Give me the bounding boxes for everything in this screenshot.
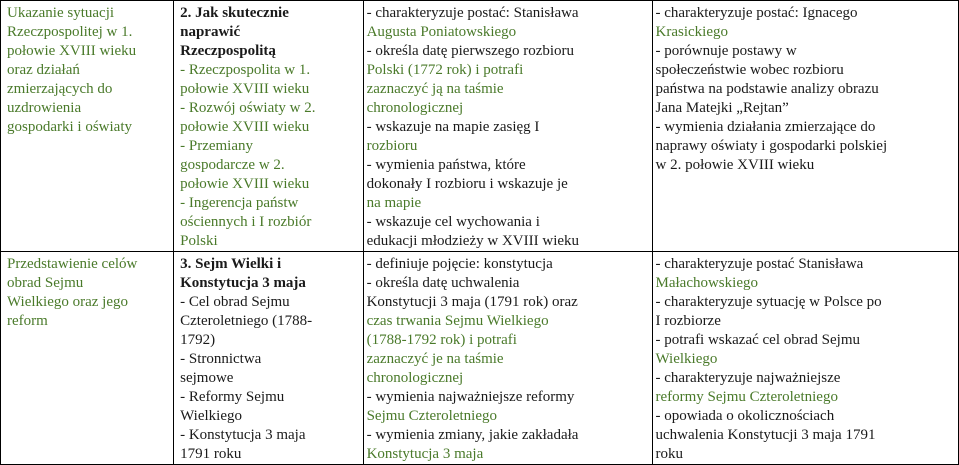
text-line: Małachowskiego bbox=[655, 275, 758, 291]
extended-requirements-cell bbox=[652, 1, 959, 252]
topic-item-line: - Konstytucja 3 maja bbox=[180, 427, 306, 443]
topic-item-line: - Reformy Sejmu bbox=[180, 389, 285, 405]
topic-item-line: Polski bbox=[180, 233, 218, 249]
text-line: połowie XVIII wieku bbox=[7, 43, 137, 59]
text-line: Wielkiego bbox=[655, 351, 718, 367]
text-line: naprawy oświaty i gospodarki polskiej bbox=[655, 138, 888, 154]
text-line: - charakteryzuje postać: Ignacego bbox=[655, 5, 858, 21]
text-line: rozbioru bbox=[366, 138, 418, 154]
text-line: - charakteryzuje postać Stanisława bbox=[655, 256, 864, 272]
text-line: - charakteryzuje postać: Stanisława bbox=[366, 5, 579, 21]
text-line: chronologicznej bbox=[366, 100, 464, 116]
text-line: państwa na podstawie analizy obrazu bbox=[655, 81, 879, 97]
text-line: roku bbox=[655, 446, 683, 462]
topic-item-line: połowie XVIII wieku bbox=[180, 81, 310, 97]
text-line: zaznaczyć je na taśmie bbox=[366, 351, 504, 367]
topic-item-line: połowie XVIII wieku bbox=[180, 119, 310, 135]
topic-heading-line: 2. Jak skutecznie bbox=[180, 5, 289, 21]
topic-item-line: Czteroletniego (1788- bbox=[180, 313, 313, 329]
text-line: Konstytucja 3 maja bbox=[366, 446, 484, 462]
text-line: - wskazuje cel wychowania i bbox=[366, 214, 540, 230]
topic-heading-line: naprawić bbox=[180, 24, 241, 40]
topic-item-line: - Rozwój oświaty w 2. bbox=[180, 100, 316, 116]
requirement-cell bbox=[1, 1, 174, 252]
text-line: w 2. połowie XVIII wieku bbox=[655, 157, 815, 173]
table-row bbox=[1, 1, 959, 252]
table-row bbox=[1, 252, 959, 465]
topic-item-line: sejmowe bbox=[180, 370, 234, 386]
topic-item-line: połowie XVIII wieku bbox=[180, 176, 310, 192]
text-line: Ukazanie sytuacji bbox=[7, 5, 115, 21]
topic-item-line: - Rzeczpospolita w 1. bbox=[180, 62, 311, 78]
topic-heading-line: Konstytucja 3 maja bbox=[180, 275, 306, 291]
topic-item-line: 1791 roku bbox=[180, 446, 242, 462]
topic-item-line: - Stronnictwa bbox=[180, 351, 262, 367]
text-line: Konstytucji 3 maja (1791 rok) oraz bbox=[366, 294, 578, 310]
text-line: - porównuje postawy w bbox=[655, 43, 797, 59]
topic-heading-line: Rzeczpospolitą bbox=[180, 43, 276, 59]
text-line: reformy Sejmu Czteroletniego bbox=[655, 389, 838, 405]
text-line: - opowiada o okolicznościach bbox=[655, 408, 835, 424]
text-line: Sejmu Czteroletniego bbox=[366, 408, 497, 424]
basic-requirements-cell bbox=[363, 252, 652, 465]
text-line: Rzeczpospolitej w 1. bbox=[7, 24, 133, 40]
topic-cell bbox=[174, 1, 363, 252]
text-line: obrad Sejmu bbox=[7, 275, 84, 291]
topic-item-line: - Ingerencja państw bbox=[180, 195, 299, 211]
text-line: Krasickiego bbox=[655, 24, 728, 40]
text-line: - określa datę uchwalenia bbox=[366, 275, 520, 291]
text-line: reform bbox=[7, 313, 48, 329]
text-line: Jana Matejki „Rejtan” bbox=[655, 100, 789, 116]
text-line: I rozbiorze bbox=[655, 313, 721, 329]
text-line: uzdrowienia bbox=[7, 100, 82, 116]
text-line: uchwalenia Konstytucji 3 maja 1791 bbox=[655, 427, 876, 443]
text-line: (1788-1792 rok) i potrafi bbox=[366, 332, 517, 348]
extended-requirements-cell bbox=[652, 252, 959, 465]
text-line: - wymienia działania zmierzające do bbox=[655, 119, 876, 135]
topic-cell bbox=[174, 252, 363, 465]
text-line: edukacji młodzieży w XVIII wieku bbox=[366, 233, 580, 249]
text-line: - wymienia zmiany, jakie zakładała bbox=[366, 427, 579, 443]
text-line: gospodarki i oświaty bbox=[7, 119, 132, 135]
requirement-cell bbox=[1, 252, 174, 465]
topic-item-line: - Przemiany bbox=[180, 138, 253, 154]
text-line: dokonały I rozbioru i wskazuje je bbox=[366, 176, 568, 192]
topic-item-line: 1792) bbox=[180, 332, 216, 348]
text-line: - wymienia państwa, które bbox=[366, 157, 526, 173]
topic-item-line: Wielkiego bbox=[180, 408, 242, 424]
text-line: - potrafi wskazać cel obrad Sejmu bbox=[655, 332, 860, 348]
text-line: - charakteryzuje najważniejsze bbox=[655, 370, 841, 386]
topic-item-line: gospodarcze w 2. bbox=[180, 157, 285, 173]
basic-requirements-cell bbox=[363, 1, 652, 252]
text-line: chronologicznej bbox=[366, 370, 464, 386]
text-line: czas trwania Sejmu Wielkiego bbox=[366, 313, 549, 329]
text-line: - wymienia najważniejsze reformy bbox=[366, 389, 575, 405]
text-line: oraz działań bbox=[7, 62, 80, 78]
text-line: - określa datę pierwszego rozbioru bbox=[366, 43, 575, 59]
text-line: społeczeństwie wobec rozbioru bbox=[655, 62, 844, 78]
text-line: - charakteryzuje sytuację w Polsce po bbox=[655, 294, 882, 310]
topic-item-line: ościennych i I rozbiór bbox=[180, 214, 312, 230]
topic-heading-line: 3. Sejm Wielki i bbox=[180, 256, 282, 272]
text-line: zaznaczyć ją na taśmie bbox=[366, 81, 504, 97]
text-line: - wskazuje na mapie zasięg I bbox=[366, 119, 540, 135]
text-line: Polski (1772 rok) i potrafi bbox=[366, 62, 524, 78]
text-line: Wielkiego oraz jego bbox=[7, 294, 129, 310]
topic-item-line: - Cel obrad Sejmu bbox=[180, 294, 290, 310]
text-line: na mapie bbox=[366, 195, 422, 211]
text-line: - definiuje pojęcie: konstytucja bbox=[366, 256, 553, 272]
text-line: Przedstawienie celów bbox=[7, 256, 138, 272]
text-line: zmierzających do bbox=[7, 81, 113, 97]
text-line: Augusta Poniatowskiego bbox=[366, 24, 517, 40]
